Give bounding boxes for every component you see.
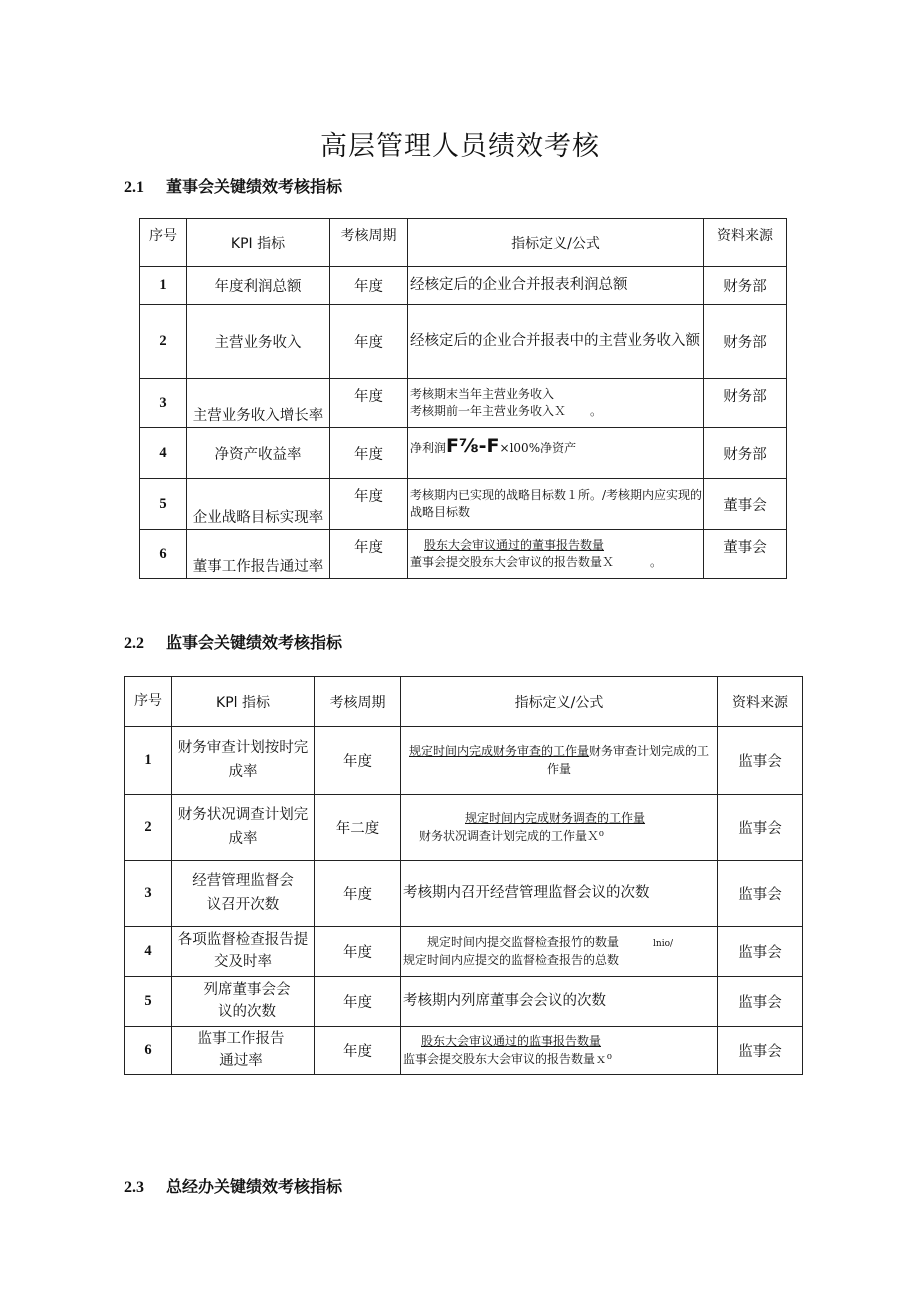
section-heading-2-1 <box>124 174 342 197</box>
table-row <box>140 479 787 530</box>
kpi-table-board <box>139 218 787 579</box>
row-period: 年度 <box>330 267 408 305</box>
row-source: 财务部 <box>704 267 787 305</box>
page-title: 高层管理人员绩效考核 <box>320 131 600 162</box>
row-source: 董事会 <box>704 530 787 579</box>
row-definition: 经核定后的企业合并报表中的主营业务收入额 <box>408 305 704 379</box>
row-definition <box>401 795 718 861</box>
row-period: 年度 <box>315 1027 401 1075</box>
row-no: 6 <box>125 1027 172 1075</box>
row-kpi: 年度利润总额 <box>187 267 330 305</box>
row-definition <box>401 927 718 977</box>
formula-note: lnio/ <box>653 939 674 950</box>
section-title: 董事会关键绩效考核指标 <box>166 177 343 196</box>
section-title: 监事会关键绩效考核指标 <box>166 633 343 652</box>
formula-symbol: F⅞-F <box>446 435 500 457</box>
kpi-table-supervisory <box>124 676 803 1075</box>
row-kpi: 监事工作报告通过率 <box>172 1027 315 1075</box>
row-kpi: 各项监督检查报告提交及时率 <box>172 927 315 977</box>
row-no: 5 <box>140 479 187 530</box>
formula-numerator: 规定时间内提交监督检查报竹的数量 <box>427 935 620 950</box>
section-heading-2-3 <box>124 1174 342 1197</box>
row-no: 2 <box>125 795 172 861</box>
row-kpi: 财务状况调查计划完成率 <box>172 795 315 861</box>
table-row <box>140 379 787 428</box>
section-number: 2.1 <box>124 179 144 196</box>
formula-numerator: 规定时间内完成财务调查的工作量 <box>465 811 646 826</box>
row-definition: 考核期内已实现的战略目标数１所。/考核期内应实现的战略目标数 <box>408 479 704 530</box>
section-heading-2-2 <box>124 630 342 653</box>
formula-numerator: 股东大会审议通过的董事报告数量 <box>424 537 605 552</box>
row-period: 年度 <box>330 530 408 579</box>
row-definition <box>401 727 718 795</box>
row-no: 3 <box>125 861 172 927</box>
row-period: 年度 <box>315 861 401 927</box>
formula-denominator: 财务状况调查计划完成的工作量Ｘ⁰ <box>419 828 604 843</box>
table-row <box>125 795 803 861</box>
row-source: 监事会 <box>718 1027 803 1075</box>
header-definition: 指标定义/公式 <box>401 677 718 727</box>
row-source: 监事会 <box>718 927 803 977</box>
row-kpi: 列席董事会会议的次数 <box>172 977 315 1027</box>
section-title: 总经办关键绩效考核指标 <box>166 1177 343 1196</box>
header-source: 资料来源 <box>704 219 787 267</box>
formula-numerator: 考核期末当年主营业务收入 <box>410 386 555 401</box>
formula-denominator: 规定时间内应提交的监督检查报告的总数 <box>403 952 620 967</box>
row-kpi: 董事工作报告通过率 <box>187 530 330 579</box>
row-period: 年度 <box>315 727 401 795</box>
row-period: 年度 <box>330 305 408 379</box>
row-definition <box>408 428 704 479</box>
table-row <box>140 267 787 305</box>
row-no: 1 <box>125 727 172 795</box>
row-definition <box>408 530 704 579</box>
header-no: 序号 <box>125 677 172 727</box>
row-no: 5 <box>125 977 172 1027</box>
table-row <box>125 1027 803 1075</box>
row-no: 3 <box>140 379 187 428</box>
formula-denominator: 董事会提交股东大会审议的报告数量Ｘ 。 <box>410 555 663 569</box>
table-row <box>140 305 787 379</box>
row-kpi: 经营管理监督会议召开次数 <box>172 861 315 927</box>
row-no: 4 <box>125 927 172 977</box>
row-period: 年度 <box>330 379 408 428</box>
formula-text: 净利润 <box>410 441 447 455</box>
row-source: 财务部 <box>704 305 787 379</box>
formula-text: ×l00%净资产 <box>499 441 577 455</box>
header-definition: 指标定义/公式 <box>408 219 704 267</box>
row-kpi: 企业战略目标实现率 <box>187 479 330 530</box>
formula-denominator: 监事会提交股东大会审议的报告数量ｘ⁰ <box>403 1051 612 1066</box>
row-definition <box>401 1027 718 1075</box>
row-source: 董事会 <box>704 479 787 530</box>
header-source: 资料来源 <box>718 677 803 727</box>
table-header-row <box>125 677 803 727</box>
row-no: 2 <box>140 305 187 379</box>
section-number: 2.2 <box>124 635 144 652</box>
header-kpi: KPI 指标 <box>187 219 330 267</box>
row-period: 年度 <box>315 927 401 977</box>
table-row <box>125 727 803 795</box>
formula-denominator: 考核期前一年主营业务收入Ｘ 。 <box>410 404 603 418</box>
table-row <box>125 927 803 977</box>
table-row <box>140 428 787 479</box>
row-no: 1 <box>140 267 187 305</box>
row-no: 6 <box>140 530 187 579</box>
row-kpi: 主营业务收入增长率 <box>187 379 330 428</box>
header-period: 考核周期 <box>330 219 408 267</box>
section-number: 2.3 <box>124 1179 144 1196</box>
row-period: 年度 <box>315 977 401 1027</box>
row-definition: 考核期内列席董事会会议的次数 <box>401 977 718 1027</box>
row-no: 4 <box>140 428 187 479</box>
row-definition: 经核定后的企业合并报表利润总额 <box>408 267 704 305</box>
row-period: 年度 <box>330 479 408 530</box>
row-kpi: 净资产收益率 <box>187 428 330 479</box>
row-source: 财务部 <box>704 428 787 479</box>
row-source: 监事会 <box>718 795 803 861</box>
table-row <box>125 977 803 1027</box>
row-source: 监事会 <box>718 861 803 927</box>
row-definition <box>408 379 704 428</box>
table-header-row <box>140 219 787 267</box>
row-period: 年度 <box>330 428 408 479</box>
row-kpi: 主营业务收入 <box>187 305 330 379</box>
row-source: 财务部 <box>704 379 787 428</box>
row-definition: 考核期内召开经营管理监督会议的次数 <box>401 861 718 927</box>
header-no: 序号 <box>140 219 187 267</box>
table-row <box>125 861 803 927</box>
formula-numerator: 股东大会审议通过的监事报告数量 <box>421 1034 602 1049</box>
row-source: 监事会 <box>718 977 803 1027</box>
row-period: 年二度 <box>315 795 401 861</box>
row-kpi: 财务审查计划按时完成率 <box>172 727 315 795</box>
header-kpi: KPl 指标 <box>172 677 315 727</box>
table-row <box>140 530 787 579</box>
formula-denominator: 财务审查计划完成的工作量 <box>546 744 710 776</box>
formula-numerator: 规定时间内完成财务审查的工作量 <box>408 744 589 759</box>
header-period: 考核周期 <box>315 677 401 727</box>
row-source: 监事会 <box>718 727 803 795</box>
